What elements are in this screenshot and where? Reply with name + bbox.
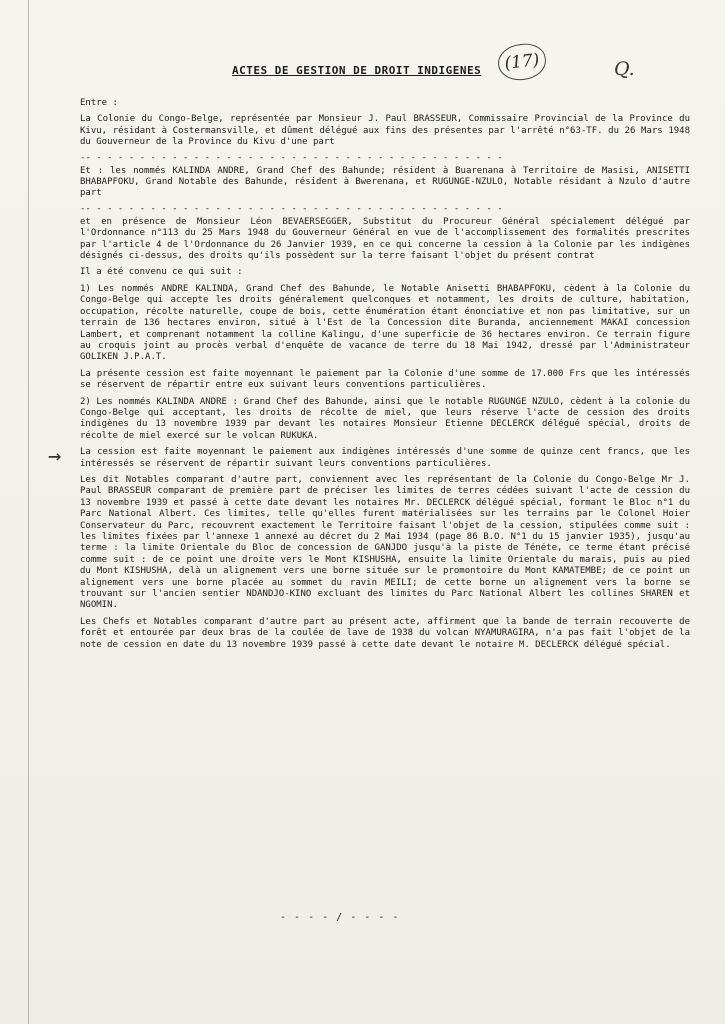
margin-arrow-icon: → (48, 444, 62, 469)
paragraph-convenu: Il a été convenu ce qui suit : (80, 267, 243, 278)
paragraph-limits: Les dit Notables comparant d'autre part, conviennent avec les représentant de la Colonie du Congo-Belge Mr J. Paul BRASSEUR comparant de première part de préciser les limites de terres cédées suivant l'acte de cession du 13 novembre 1939 et passé à cette date devant les notaires Mr. DECLERCK délégué spécial, formant le Bloc n°1 du Parc National Albert. Ces limites, telle qu'elles furent matérialisées sur les terrains par le Colonel Hoier Conservateur du Parc, recouvrent exactement le Territoire faisant l'objet de la cession, stipulées comme suit : les limites fixées par l'annexe 1 annexé au décret du 2 Mai 1934 (page 86 B.O. N°1 du 15 janvier 1935), jusqu'au terme : la limite Orientale du Bloc de concession de GANJDO jusqu'à la piste de Ténéte, ce terme étant précisé comme suit : de ce point une droite vers le Mont KISHUSHA, ensuite la limite Orientale du marais, puis au pied du Mont KISHUSHA, delà un alignement vers une borne située sur le promontoire du Mont KAMATEMBE; de ce point un alignement vers une borne placée au sommet du ravin MEILI; de cette borne un alignement vers la borne se trouvant sur l'ancien sentier NDANDJO-KINO excluant des limites du Parc National Albert les collines SHAREN et NGOMIN. (80, 474, 690, 611)
bottom-mark: - - - - / - - - - (280, 912, 400, 923)
paragraph-chefs: Les Chefs et Notables comparant d'autre part au présent acte, affirment que la bande de terrain recouverte de forêt et entourée par deux bras de la coulée de lave de 1938 du volcan NYAMURAGIRA, n'a pas fait l'objet de la note de cession en date du 13 novembre 1939 passé à cette date devant le notaire M. DECLERCK délégué spécial. (80, 616, 690, 650)
paragraph-payment-1: La présente cession est faite moyennant le paiement par la Colonie d'une somme de 17.000 Frs que les intéressés se réservent de répartir entre eux suivant leurs conventions particulières. (80, 368, 690, 391)
paragraph-presence: et en présence de Monsieur Léon BEVAERSEGGER, Substitut du Procureur Général spécialement délégué par l'Ordonnance n°113 du 25 Mars 1948 du Gouverneur Général en vue de l'accomplissement des formalités prescrites par l'article 4 de l'Ordonnance du 26 Janvier 1939, en ce qui concerne la cession à la Colonie par les indigènes désignés ci-dessus, des droits qu'ils possèdent sur la terre faisant l'objet du présent contrat (80, 216, 690, 262)
paragraph-entre: Entre : (80, 98, 118, 108)
paragraph-article-2: 2) Les nommés KALINDA ANDRE : Grand Chef des Bahunde, ainsi que le notable RUGUNGE NZULO, cèdent à la colonie du Congo-Belge qui acceptant, les droits de récolte de miel, que leurs réserve l'acte de cession des droits indigènes du 13 novembre 1939 par devant les notaires Monsieur Etienne DECLERCK délégué spécial, droits de récolte de miel exercé sur le volcan RUKUKA. (80, 396, 690, 441)
document-body (80, 98, 690, 656)
document-title: ACTES DE GESTION DE DROIT INDIGENES (232, 64, 482, 77)
separator-line: -- - - - - - - - - - - - - - - - - - - - - - - - - - - - - - - - - - - - - - - (80, 204, 503, 213)
paragraph-parties: Et : les nommés KALINDA ANDRE, Grand Chef des Bahunde; résident à Buarenana à Territoire de Masisi, ANISETTI BHABAPFOKU, Grand Notable des Bahunde, résident à Bwerenana, et RUGUNGE-NZULO, Notable résidant à Nzulo d'autre part (80, 165, 690, 199)
page-edge-line (28, 0, 29, 1024)
handwritten-page-number: (17) (496, 42, 548, 83)
paragraph-colonie: La Colonie du Congo-Belge, représentée par Monsieur J. Paul BRASSEUR, Commissaire Provincial de la Province du Kivu, résidant à Costermansville, et dûment délégué aux fins des présentes par l'arrêté n°63-TF. du 26 Mars 1948 du Gouverneur de la Province du Kivu d'une part (80, 114, 690, 148)
paragraph-article-1: 1) Les nommés ANDRE KALINDA, Grand Chef des Bahunde, le Notable Anisetti BHABAPFOKU, cèdent à la Colonie du Congo-Belge qui accepte les droits généralement quelconques et notamment, les droits de culture, habitation, occupation, récolte naturelle, coupe de bois, cette énumération étant énonciative et non pas limitative, sur un terrain de 136 hectares environ, situé à l'Est de la Concession dite Buranda, anciennement MAKAI concession Lambert, et comprenant notamment la colline Kalingu, d'une superficie de 36 hectares environ. Ce terrain figure au croquis joint au procès verbal d'enquête de vacance de terre du 18 Mai 1942, dressé par l'Administrateur GOLIKEN J.P.A.T. (80, 283, 690, 363)
separator-line: -- - - - - - - - - - - - - - - - - - - - - - - - - - - - - - - - - - - - - - - (80, 153, 503, 162)
paragraph-payment-2: La cession est faite moyennant le paiement aux indigènes intéressés d'une somme de quinze cent francs, que les intéressés se réservent de répartir suivant leurs conventions particulières. (80, 447, 690, 469)
handwritten-reference: Q. (614, 58, 635, 80)
